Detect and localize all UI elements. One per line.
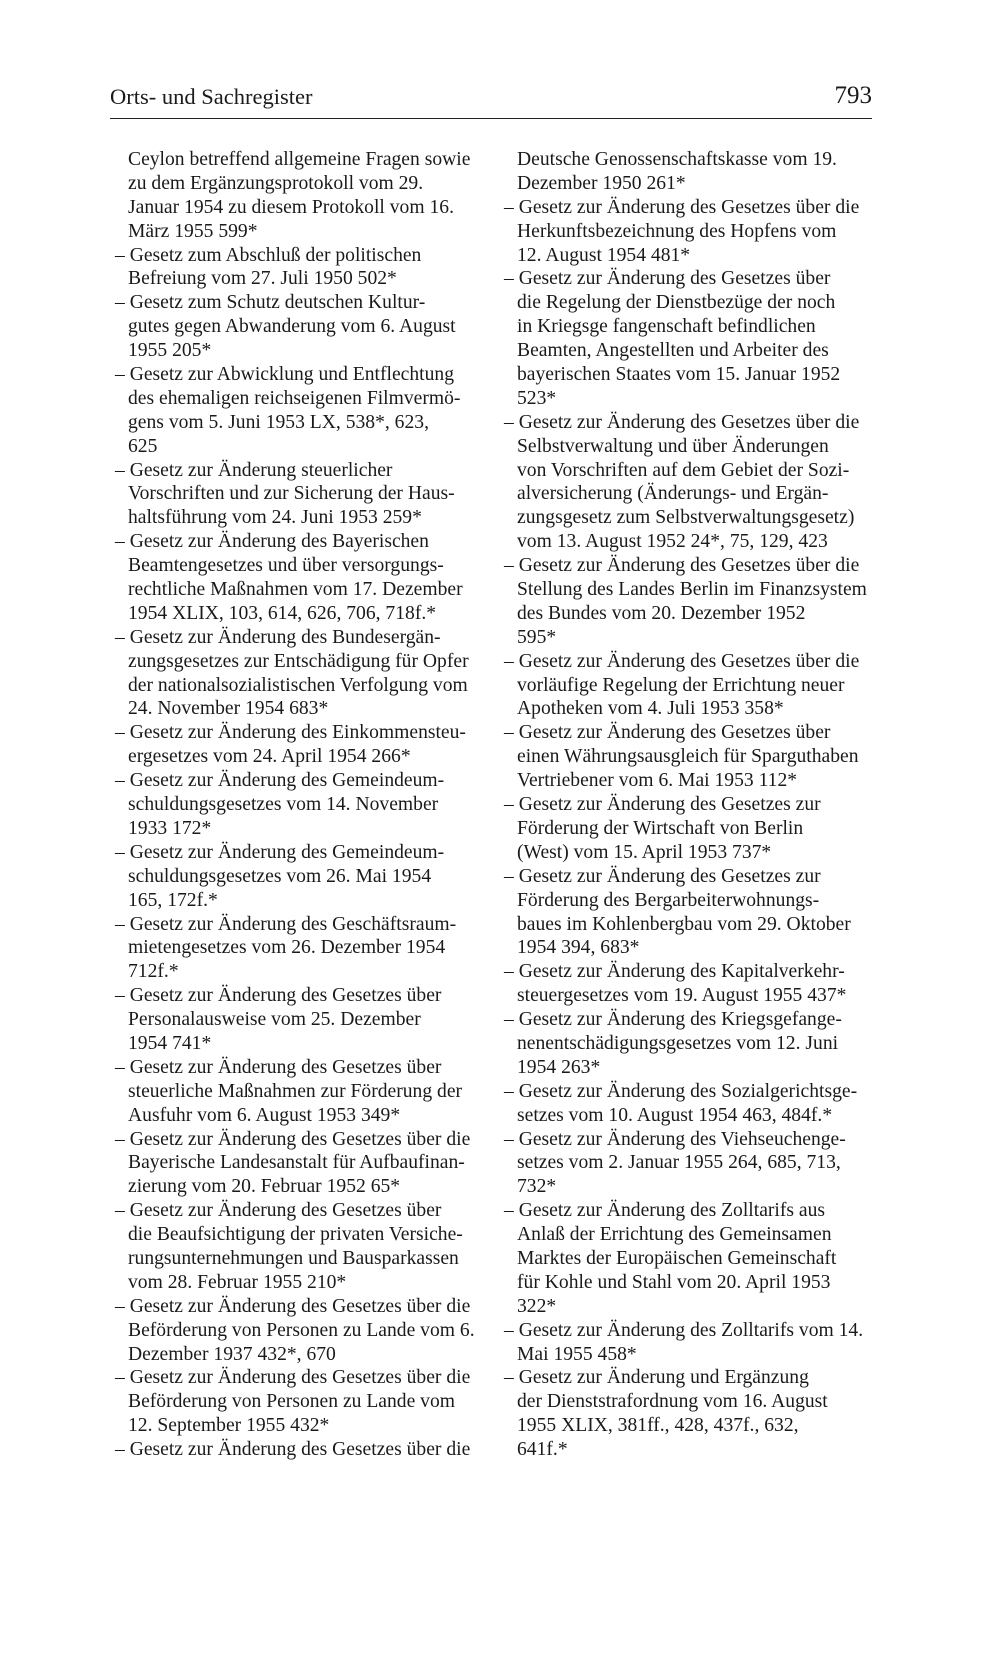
index-line: Stellung des Landes Berlin im Finanzsystem [517,579,867,601]
index-line: Selbstverwaltung und über Änderungen [517,435,829,457]
index-line: gutes gegen Abwanderung vom 6. August [128,316,456,338]
index-line: die Regelung der Dienstbezüge der noch [517,292,836,314]
index-line: Beförderung von Personen zu Lande vom 6. [128,1319,475,1341]
index-line: Vertriebener vom 6. Mai 1953 112* [517,770,798,792]
index-line: bayerischen Staates vom 15. Januar 1952 [517,364,841,386]
index-line: Apotheken vom 4. Juli 1953 358* [517,698,784,720]
index-line: für Kohle und Stahl vom 20. April 1953 [517,1271,831,1293]
index-line: 732* [517,1176,557,1198]
index-line: – Gesetz zur Änderung des Zolltarifs vom 14. [504,1319,864,1341]
index-line: 641f.* [517,1439,568,1461]
index-line: Ausfuhr vom 6. August 1953 349* [128,1104,401,1126]
index-line: zu dem Ergänzungsprotokoll vom 29. [128,172,424,194]
index-line: – Gesetz zur Änderung des Viehseuchenge- [504,1128,846,1150]
index-line: Beförderung von Personen zu Lande vom [128,1391,456,1413]
index-line: vom 13. August 1952 24*, 75, 129, 423 [517,531,828,553]
index-line: Deutsche Genossenschaftskasse vom 19. [517,149,837,170]
index-line: – Gesetz zur Abwicklung und Entflechtung [115,364,454,386]
index-line: 24. November 1954 683* [128,698,329,720]
index-line: setzes vom 10. August 1954 463, 484f.* [517,1104,833,1126]
index-line: 12. September 1955 432* [128,1415,330,1437]
index-line: rechtliche Maßnahmen vom 17. Dezember [128,579,463,601]
index-line: Marktes der Europäischen Gemeinschaft [517,1247,837,1269]
index-line: 165, 172f.* [128,889,218,911]
index-line: 1954 741* [128,1032,212,1054]
index-line: – Gesetz zum Abschluß der politischen [115,244,422,266]
index-line: Herkunftsbezeichnung des Hopfens vom [517,220,837,242]
index-line: setzes vom 2. Januar 1955 264, 685, 713, [517,1152,841,1174]
index-line: – Gesetz zur Änderung des Gesetzes über die [115,1439,471,1461]
index-line: ergesetzes vom 24. April 1954 266* [128,746,411,768]
index-line: gens vom 5. Juni 1953 LX, 538*, 623, [128,411,429,433]
left-column [115,148,485,1462]
index-line: schuldungsgesetzes vom 14. November [128,794,439,816]
index-line: Anlaß der Errichtung des Gemeinsamen [517,1224,832,1246]
index-line: steuergesetzes vom 19. August 1955 437* [517,985,847,1007]
index-line: – Gesetz zur Änderung des Sozialgerichtsge- [504,1080,858,1102]
index-line: – Gesetz zur Änderung des Gesetzes über die [504,411,860,433]
index-line: Befreiung vom 27. Juli 1950 502* [128,268,397,290]
index-line: – Gesetz zur Änderung des Bundesergän- [115,626,441,648]
index-line: 322* [517,1295,557,1317]
index-line: – Gesetz zur Änderung des Gesetzes über die [504,196,860,218]
index-line: Förderung des Bergarbeiterwohnungs- [517,889,820,911]
running-header [110,82,872,119]
index-line: haltsführung vom 24. Juni 1953 259* [128,507,422,529]
index-line: – Gesetz zur Änderung des Kapitalverkehr- [504,961,845,983]
index-line: Mai 1955 458* [517,1343,637,1365]
index-line: 1955 XLIX, 381ff., 428, 437f., 632, [517,1415,799,1437]
index-line: 1954 XLIX, 103, 614, 626, 706, 718f.* [128,602,437,624]
index-line: steuerliche Maßnahmen zur Förderung der [128,1080,463,1102]
index-line: schuldungsgesetzes vom 26. Mai 1954 [128,865,432,887]
index-line: – Gesetz zur Änderung des Gesetzes über die [115,1367,471,1389]
index-line: des ehemaligen reichseigenen Filmvermö- [128,387,461,409]
index-line: vorläufige Regelung der Errichtung neuer [517,674,845,696]
index-line: Personalausweise vom 25. Dezember [128,1009,421,1031]
index-line: – Gesetz zur Änderung des Bayerischen [115,531,429,553]
index-line: – Gesetz zur Änderung des Gemeindeum- [115,770,445,792]
index-line: März 1955 599* [128,220,258,242]
index-line: 1955 205* [128,340,212,362]
index-line: in Kriegsge fangenschaft befindlichen [517,316,816,338]
index-line: – Gesetz zur Änderung steuerlicher [115,459,393,481]
index-line: – Gesetz zur Änderung des Gesetzes zur [504,865,821,887]
index-line: – Gesetz zur Änderung des Geschäftsraum- [115,913,457,935]
index-line: 1954 394, 683* [517,937,640,959]
index-line: zungsgesetzes zur Entschädigung für Opfer [128,650,469,672]
index-line: 712f.* [128,961,179,983]
index-line: Beamten, Angestellten und Arbeiter des [517,340,829,362]
page-number: 793 [834,82,872,109]
index-line: 625 [128,435,158,457]
index-line: – Gesetz zur Änderung des Gesetzes über [504,268,831,290]
index-line: 523* [517,387,557,409]
index-line: zungsgesetz zum Selbstverwaltungsgesetz) [517,507,855,529]
index-line: – Gesetz zur Änderung und Ergänzung [504,1367,809,1389]
index-line: – Gesetz zur Änderung des Gesetzes über die [504,650,860,672]
index-line: – Gesetz zur Änderung des Gesetzes über die [115,1128,471,1150]
index-line: vom 28. Februar 1955 210* [128,1271,347,1293]
index-line: 1954 263* [517,1056,601,1078]
running-title: Orts- und Sachregister [110,84,313,109]
index-line: (West) vom 15. April 1953 737* [517,841,772,863]
right-column [504,148,874,1462]
index-line: Januar 1954 zu diesem Protokoll vom 16. [128,196,454,218]
index-line: – Gesetz zur Änderung des Gesetzes über [115,1056,442,1078]
index-line: – Gesetz zur Änderung des Einkommensteu- [115,722,466,744]
index-line: alversicherung (Änderungs- und Ergän- [517,483,829,505]
index-line: 595* [517,626,557,648]
index-line: rungsunternehmungen und Bausparkassen [128,1247,459,1269]
index-line: der Dienststrafordnung vom 16. August [517,1391,828,1413]
index-line: einen Währungsausgleich für Sparguthaben [517,746,859,768]
index-line: Vorschriften und zur Sicherung der Haus- [128,483,455,505]
index-line: Dezember 1950 261* [517,172,686,194]
index-line: der nationalsozialistischen Verfolgung vom [128,674,468,696]
index-line: 1933 172* [128,817,212,839]
index-line: – Gesetz zur Änderung des Gesetzes über die [504,555,860,577]
index-line: Ceylon betreffend allgemeine Fragen sowie [128,149,471,170]
index-line: nenentschädigungsgesetzes vom 12. Juni [517,1032,839,1054]
index-line: mietengesetzes vom 26. Dezember 1954 [128,937,446,959]
index-line: Bayerische Landesanstalt für Aufbaufinan- [128,1152,465,1174]
index-line: – Gesetz zur Änderung des Gesetzes über [115,1200,442,1222]
index-line: zierung vom 20. Februar 1952 65* [128,1176,401,1198]
index-line: Beamtengesetzes und über versorgungs- [128,555,444,577]
index-line: Dezember 1937 432*, 670 [128,1343,336,1365]
index-line: die Beaufsichtigung der privaten Versiche- [128,1224,463,1246]
index-line: – Gesetz zum Schutz deutschen Kultur- [115,292,426,314]
index-line: – Gesetz zur Änderung des Kriegsgefange- [504,1009,842,1031]
index-line: – Gesetz zur Änderung des Gemeindeum- [115,841,445,863]
index-line: von Vorschriften auf dem Gebiet der Sozi- [517,459,850,481]
index-line: Förderung der Wirtschaft von Berlin [517,817,804,839]
index-line: baues im Kohlenbergbau vom 29. Oktober [517,913,851,935]
index-line: – Gesetz zur Änderung des Zolltarifs aus [504,1200,826,1222]
index-line: 12. August 1954 481* [517,244,691,266]
index-line: – Gesetz zur Änderung des Gesetzes über [115,985,442,1007]
index-line: des Bundes vom 20. Dezember 1952 [517,602,806,624]
index-line: – Gesetz zur Änderung des Gesetzes über die [115,1295,471,1317]
index-line: – Gesetz zur Änderung des Gesetzes zur [504,794,821,816]
index-line: – Gesetz zur Änderung des Gesetzes über [504,722,831,744]
